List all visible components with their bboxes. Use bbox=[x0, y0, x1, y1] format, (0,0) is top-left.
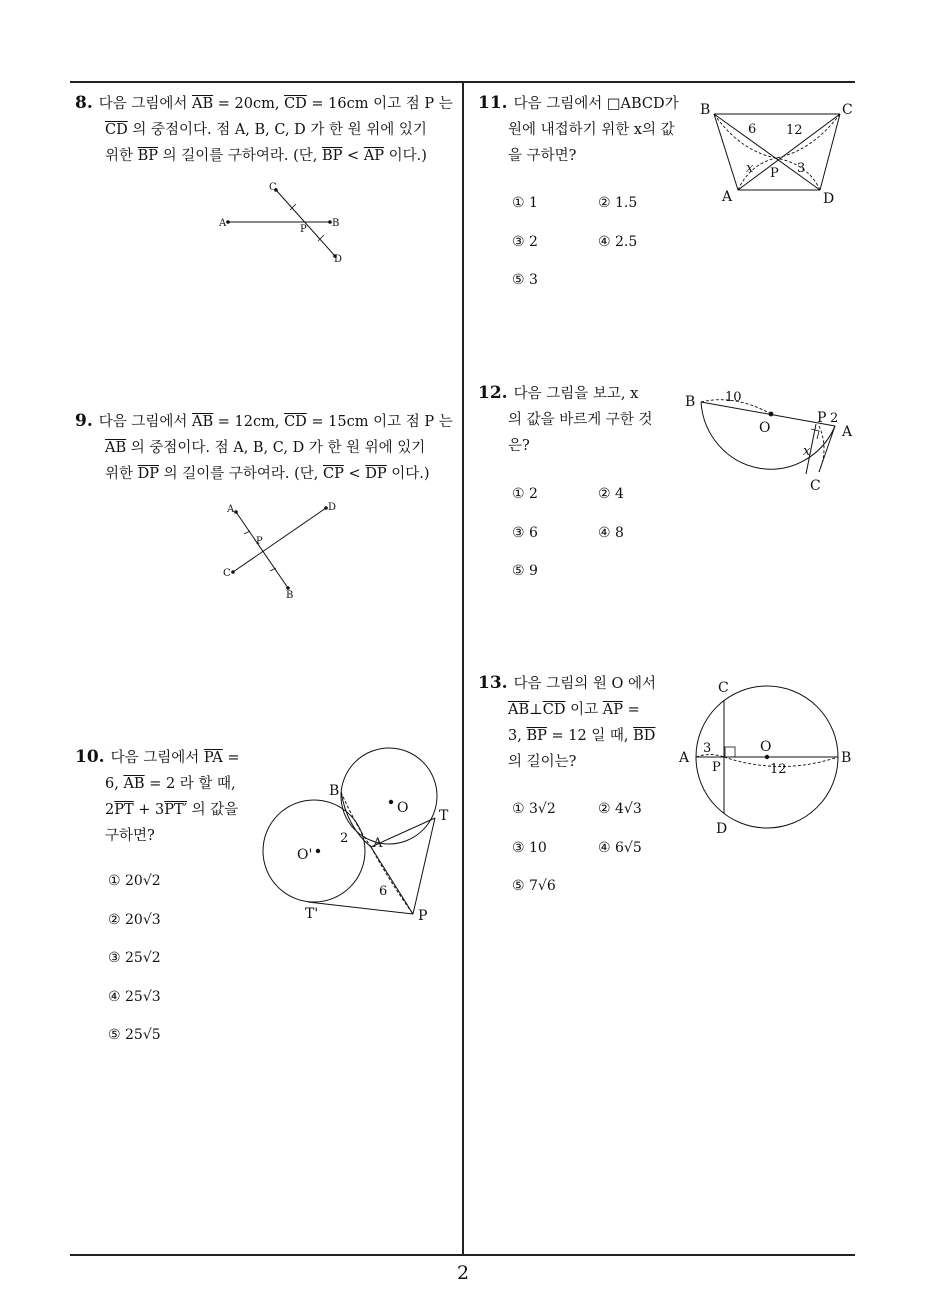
question-13 bbox=[478, 670, 663, 775]
choice-2[interactable]: ② 1.5 bbox=[598, 195, 638, 211]
segment-ab: $\overline{AB}$ bbox=[192, 96, 214, 112]
label-b: B bbox=[286, 590, 294, 601]
text: 의 중점이다. 점 A, B, C, D 가 한 원 위에 있기 bbox=[127, 122, 427, 138]
label-a: A bbox=[373, 836, 383, 851]
text: 다음 그림에서 bbox=[98, 414, 193, 430]
label-c: C bbox=[269, 182, 277, 193]
text: 위한 bbox=[105, 148, 138, 164]
segment-cd: $\overline{CD}$ bbox=[284, 414, 307, 430]
label-t-prime: T' bbox=[305, 906, 319, 922]
text: 의 중점이다. 점 A, B, C, D 가 한 원 위에 있기 bbox=[126, 440, 426, 456]
text: 다음 그림에서 □ABCD가 bbox=[513, 96, 679, 112]
text: = 12cm, bbox=[213, 414, 285, 430]
label-d: D bbox=[716, 821, 728, 837]
label-p: P bbox=[418, 908, 428, 924]
label-b: B bbox=[329, 783, 340, 799]
choices-q11 bbox=[512, 195, 684, 311]
label-a: A bbox=[227, 504, 235, 515]
question-9 bbox=[75, 408, 460, 487]
segment-bp: $\overline{BP}$ bbox=[526, 728, 547, 744]
question-number: 9. bbox=[75, 411, 93, 431]
text: 의 값을 바르게 구한 것 bbox=[508, 412, 653, 428]
question-11 bbox=[478, 90, 698, 169]
label-bp-length: 12 bbox=[770, 762, 787, 777]
label-p: P bbox=[770, 166, 779, 181]
choice-2[interactable]: ② 20√3 bbox=[108, 911, 161, 928]
bottom-rule bbox=[70, 1254, 855, 1256]
text: 이고 bbox=[565, 702, 603, 718]
label-p: P bbox=[712, 760, 721, 775]
figure-q8 bbox=[210, 178, 360, 268]
text: 의 길이를 구하여라. (단, bbox=[158, 148, 323, 164]
text: 6, bbox=[105, 776, 124, 792]
label-d: D bbox=[823, 191, 835, 207]
choices-q10 bbox=[108, 873, 161, 1066]
label-p: P bbox=[300, 224, 307, 235]
label-c: C bbox=[718, 680, 729, 696]
segment-ab: $\overline{AB}$ bbox=[508, 702, 530, 718]
label-a: A bbox=[679, 750, 690, 766]
choice-2[interactable]: ② 4 bbox=[598, 486, 624, 502]
text: 구하면? bbox=[105, 828, 155, 844]
question-8 bbox=[75, 90, 460, 169]
text: 의 길이를 구하여라. (단, bbox=[159, 466, 323, 482]
choice-5[interactable]: ⑤ 3 bbox=[512, 272, 538, 288]
choice-4[interactable]: ④ 2.5 bbox=[598, 233, 638, 250]
choice-5[interactable]: ⑤ 25√5 bbox=[108, 1027, 161, 1043]
text: 이다.) bbox=[386, 466, 430, 482]
text: 위한 bbox=[105, 466, 138, 482]
choice-5[interactable]: ⑤ 7√6 bbox=[512, 878, 556, 894]
choices-q12 bbox=[512, 486, 684, 602]
segment-bp: $\overline{BP}$ bbox=[137, 148, 159, 164]
text: 을 구하면? bbox=[508, 148, 577, 164]
label-b: B bbox=[841, 750, 852, 766]
choice-1[interactable]: ① 1 bbox=[512, 195, 538, 211]
label-d: D bbox=[328, 502, 337, 513]
label-pa-length: 6 bbox=[379, 884, 388, 899]
text: 다음 그림에서 bbox=[110, 750, 204, 766]
label-t: T bbox=[439, 808, 449, 824]
text: = bbox=[222, 750, 240, 766]
text: ⊥ bbox=[529, 702, 543, 718]
text: = 12 일 때, bbox=[546, 728, 634, 744]
label-p: P bbox=[256, 536, 263, 547]
choice-1[interactable]: ① 3√2 bbox=[512, 801, 556, 817]
segment-pt: $\overline{PT}$ bbox=[114, 802, 134, 818]
segment-ap: $\overline{AP}$ bbox=[363, 148, 385, 164]
question-number: 8. bbox=[75, 93, 93, 113]
figure-q13 bbox=[676, 678, 860, 838]
segment-dp: $\overline{DP}$ bbox=[137, 466, 160, 482]
choice-3[interactable]: ③ 2 bbox=[512, 233, 538, 250]
segment-ab: $\overline{AB}$ bbox=[123, 776, 145, 792]
label-ab-length: 2 bbox=[340, 831, 349, 846]
label-x: x bbox=[746, 161, 754, 176]
text: 은? bbox=[508, 438, 530, 454]
label-o: O bbox=[759, 420, 771, 436]
label-b: B bbox=[685, 394, 696, 410]
text: = 20cm, bbox=[213, 96, 285, 112]
label-o-prime: O' bbox=[297, 847, 313, 863]
segment-cd: $\overline{CD}$ bbox=[284, 96, 307, 112]
choices-q13 bbox=[512, 801, 684, 917]
text: 다음 그림에서 bbox=[98, 96, 193, 112]
text: 원에 내접하기 위한 x의 값 bbox=[508, 122, 675, 138]
segment-cp: $\overline{CP}$ bbox=[323, 466, 344, 482]
label-bp-length: 6 bbox=[748, 122, 757, 137]
question-12 bbox=[478, 380, 673, 459]
label-x: x bbox=[803, 444, 811, 459]
text: + 3 bbox=[133, 802, 165, 818]
text: 다음 그림의 원 O 에서 bbox=[513, 676, 656, 692]
figure-q11 bbox=[700, 96, 860, 211]
text: 의 값을 bbox=[187, 802, 239, 818]
label-a: A bbox=[842, 424, 853, 440]
figure-q9 bbox=[218, 498, 348, 603]
choice-4[interactable]: ④ 25√3 bbox=[108, 988, 161, 1005]
label-b: B bbox=[332, 218, 340, 229]
text: 2 bbox=[105, 802, 115, 818]
segment-pt-prime: PT′ bbox=[164, 802, 187, 818]
question-number: 13. bbox=[478, 673, 508, 693]
text: 다음 그림을 보고, x bbox=[513, 386, 639, 402]
label-d: D bbox=[334, 254, 343, 265]
label-c: C bbox=[810, 478, 821, 494]
text: = bbox=[622, 702, 640, 718]
question-number: 11. bbox=[478, 93, 508, 113]
label-p: P bbox=[817, 410, 827, 426]
label-ap-length: 3 bbox=[703, 741, 712, 756]
column-divider bbox=[462, 81, 464, 1256]
segment-ap: $\overline{AP}$ bbox=[602, 702, 623, 718]
question-number: 10. bbox=[75, 747, 105, 767]
label-c: C bbox=[842, 102, 853, 118]
label-o: O bbox=[760, 739, 772, 755]
choice-3[interactable]: ③ 10 bbox=[512, 839, 547, 856]
segment-cd: $\overline{CD}$ bbox=[542, 702, 566, 718]
figure-q10 bbox=[255, 752, 460, 932]
text: = 15cm 이고 점 P 는 bbox=[306, 414, 453, 430]
text: = 16cm 이고 점 P 는 bbox=[306, 96, 453, 112]
label-o: O bbox=[397, 800, 409, 816]
choice-4[interactable]: ④ 8 bbox=[598, 524, 624, 541]
text: 3, bbox=[508, 728, 527, 744]
text: < bbox=[342, 148, 364, 164]
question-number: 12. bbox=[478, 383, 508, 403]
segment-ab: $\overline{AB}$ bbox=[192, 414, 214, 430]
segment-cd: $\overline{CD}$ bbox=[105, 122, 128, 138]
figure-q12 bbox=[683, 386, 863, 496]
choice-2[interactable]: ② 4√3 bbox=[598, 801, 642, 817]
label-cp-length: 12 bbox=[786, 123, 803, 138]
label-b: B bbox=[700, 102, 711, 118]
choice-4[interactable]: ④ 6√5 bbox=[598, 839, 642, 856]
text: < bbox=[343, 466, 366, 482]
choice-1[interactable]: ① 20√2 bbox=[108, 873, 161, 889]
segment-dp: $\overline{DP}$ bbox=[365, 466, 387, 482]
text: 이다.) bbox=[384, 148, 427, 164]
choice-3[interactable]: ③ 6 bbox=[512, 524, 538, 541]
label-dp-length: 3 bbox=[797, 161, 806, 176]
segment-bd: $\overline{BD}$ bbox=[633, 728, 656, 744]
label-bo-length: 10 bbox=[725, 390, 742, 405]
choice-1[interactable]: ① 2 bbox=[512, 486, 538, 502]
label-c: C bbox=[223, 568, 231, 579]
label-a: A bbox=[722, 189, 733, 205]
segment-pa: $\overline{PA}$ bbox=[203, 750, 223, 766]
question-10 bbox=[75, 744, 255, 849]
choice-3[interactable]: ③ 25√2 bbox=[108, 950, 161, 966]
label-pa-length: 2 bbox=[830, 411, 839, 426]
choice-5[interactable]: ⑤ 9 bbox=[512, 563, 538, 579]
segment-ab: $\overline{AB}$ bbox=[105, 440, 127, 456]
label-a: A bbox=[219, 218, 227, 229]
text: 의 길이는? bbox=[508, 754, 577, 770]
text: = 2 라 할 때, bbox=[144, 776, 236, 792]
segment-bp: $\overline{BP}$ bbox=[322, 148, 343, 164]
page-number: 2 bbox=[456, 1262, 470, 1284]
